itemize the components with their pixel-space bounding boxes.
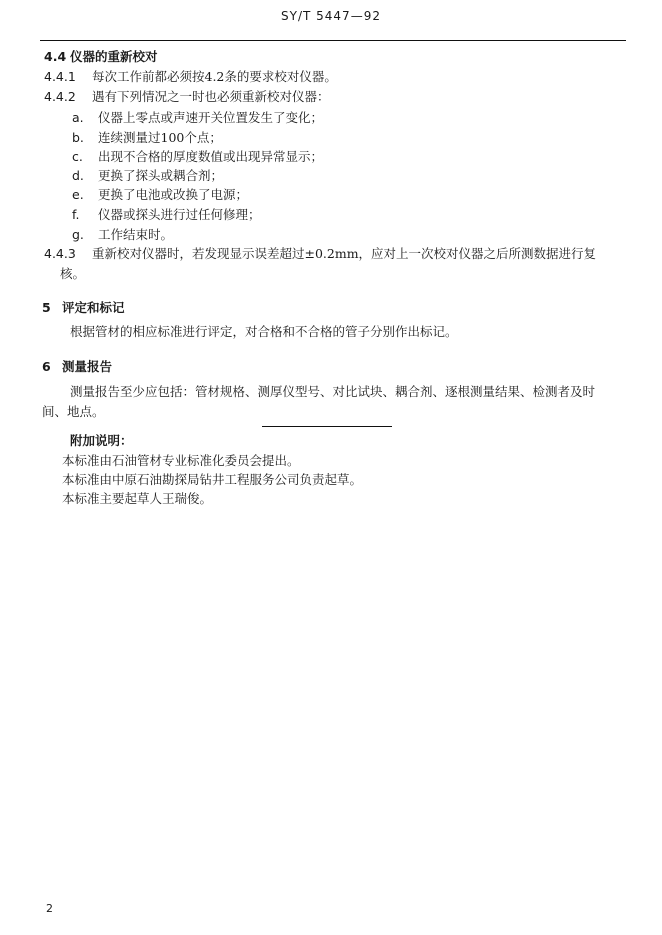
clause-text-line1: 重新校对仪器时，若发现显示误差超过±0.2mm，应对上一次校对仪器之后所测数据进行复 <box>92 246 597 261</box>
item-text: 更换了探头或耦合剂； <box>98 168 224 183</box>
item-text: 仪器或探头进行过任何修理； <box>98 207 261 222</box>
item-letter: g. <box>72 227 84 242</box>
section-4-4-heading <box>44 49 158 65</box>
header-rule <box>40 40 626 41</box>
section-6-text-line2: 间、地点。 <box>42 404 105 419</box>
section-number: 4.4 <box>44 49 67 64</box>
item-text: 出现不合格的厚度数值或出现异常显示； <box>98 149 324 164</box>
clause-4-4-1 <box>44 69 337 85</box>
list-item <box>72 207 261 223</box>
clause-text: 每次工作前都必须按4.2条的要求校对仪器。 <box>92 69 337 84</box>
item-letter: e. <box>72 187 84 202</box>
clause-number: 4.4.1 <box>44 69 76 84</box>
section-title: 测量报告 <box>62 359 113 374</box>
item-text: 仪器上零点或声速开关位置发生了变化； <box>98 110 324 125</box>
section-6-text-line1: 测量报告至少应包括：管材规格、测厚仪型号、对比试块、耦合剂、逐根测量结果、检测者及时 <box>70 384 596 399</box>
item-letter: a. <box>72 110 84 125</box>
clause-4-4-3-line2: 核。 <box>60 266 86 281</box>
section-5-heading <box>42 300 125 316</box>
clause-number: 4.4.3 <box>44 246 76 261</box>
clause-number: 4.4.2 <box>44 89 76 104</box>
item-text: 连续测量过100个点； <box>98 130 222 145</box>
section-number: 5 <box>42 300 51 315</box>
standard-code: SY/T 5447—92 <box>281 9 381 23</box>
section-title: 仪器的重新校对 <box>70 49 158 64</box>
list-item <box>72 227 173 243</box>
item-text: 更换了电池或改换了电源； <box>98 187 249 202</box>
item-letter: d. <box>72 168 84 183</box>
section-title: 评定和标记 <box>62 300 125 315</box>
list-item <box>72 168 223 184</box>
page-number: 2 <box>46 902 53 915</box>
separator-rule <box>262 426 392 427</box>
section-5-text: 根据管材的相应标准进行评定，对合格和不合格的管子分别作出标记。 <box>70 324 458 339</box>
item-letter: c. <box>72 149 83 164</box>
list-item <box>72 187 248 203</box>
appendix-line: 本标准由中原石油勘探局钻井工程服务公司负责起草。 <box>62 472 363 487</box>
list-item <box>72 149 323 165</box>
item-text: 工作结束时。 <box>98 227 174 242</box>
item-letter: f. <box>72 207 80 222</box>
section-number: 6 <box>42 359 51 374</box>
appendix-title: 附加说明： <box>70 433 133 448</box>
list-item <box>72 110 323 126</box>
appendix-line: 本标准由石油管材专业标准化委员会提出。 <box>62 453 300 468</box>
list-item <box>72 130 222 146</box>
appendix-line: 本标准主要起草人王瑞俊。 <box>62 491 213 506</box>
clause-text: 遇有下列情况之一时也必须重新校对仪器： <box>92 89 330 104</box>
clause-4-4-3 <box>44 246 596 262</box>
section-6-heading <box>42 359 112 375</box>
clause-4-4-2 <box>44 89 330 105</box>
item-letter: b. <box>72 130 84 145</box>
